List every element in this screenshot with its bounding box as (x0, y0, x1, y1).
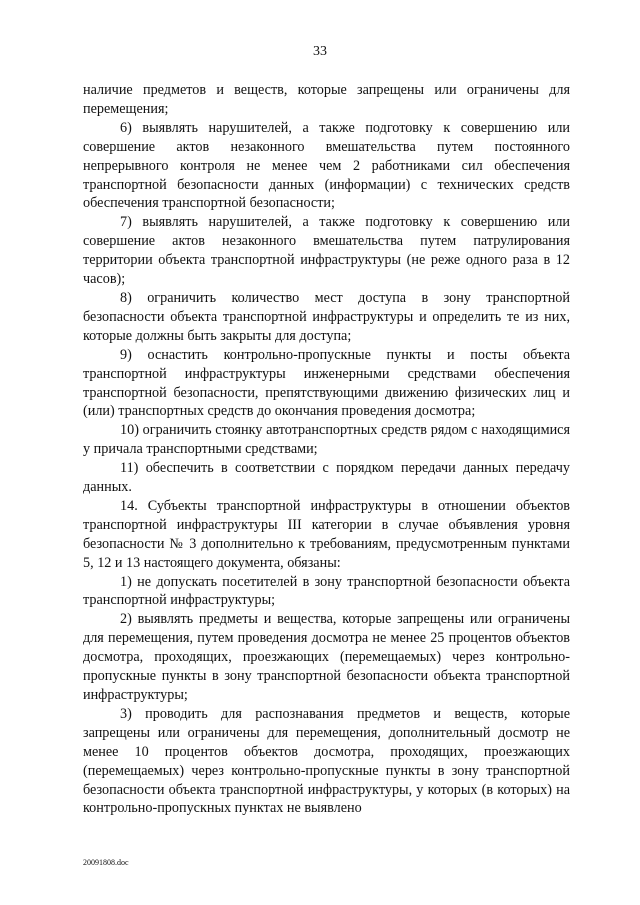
paragraph-item-7: 7) выявлять нарушителей, а также подготовку к совершению или совершение актов незаконного вмешательства путем патрулирования территории объекта транспортной инфраструктуры (не реже одного раза в 12 часов); (83, 214, 570, 288)
paragraph-item-3: 3) проводить для распознавания предметов и веществ, которые запрещены или ограничены для перемещения, дополнительный досмотр не менее 10 процентов объектов досмотра, проходящих, проезжающих (перемещаемых) через контрольно-пропускные пункты в зону транспортной безопасности объекта транспортной инфраструктуры, у которых (в которых) на контрольно-пропускных пунктах не выявлено (83, 705, 570, 817)
footer-filename: 20091808.doc (83, 858, 129, 867)
page-number: 33 (313, 44, 327, 59)
paragraph-item-10: 10) ограничить стоянку автотранспортных средств рядом с находящимися у причала транспортными средствами; (83, 422, 570, 458)
paragraph-continuation: наличие предметов и веществ, которые запрещены или ограничены для перемещения; (83, 82, 570, 117)
paragraph-item-11: 11) обеспечить в соответствии с порядком передачи данных передачу данных. (83, 460, 570, 496)
document-body (83, 81, 570, 818)
paragraph-section-14: 14. Субъекты транспортной инфраструктуры в отношении объектов транспортной инфраструктуры III категории в случае объявления уровня безопасности № 3 дополнительно к требованиям, предусмотренным пунктами 5, 12 и 13 настоящего документа, обязаны: (83, 497, 570, 571)
paragraph-item-8: 8) ограничить количество мест доступа в зону транспортной безопасности объекта транспортной инфраструктуры и определить те из них, которые должны быть закрыты для доступа; (83, 289, 570, 344)
paragraph-item-6: 6) выявлять нарушителей, а также подготовку к совершению или совершение актов незаконного вмешательства путем постоянного непрерывного контроля не менее чем 2 работниками сил обеспечения транспортной безопасности данных (информации) с технических средств обеспечения транспортной безопасности; (83, 119, 570, 212)
paragraph-item-9: 9) оснастить контрольно-пропускные пункты и посты объекта транспортной инфраструктуры инженерными средствами обеспечения транспортной безопасности, препятствующими движению физических лиц и (или) транспортных средств до окончания проведения досмотра; (83, 346, 570, 420)
paragraph-item-2: 2) выявлять предметы и вещества, которые запрещены или ограничены для перемещения, путем проведения досмотра не менее 25 процентов объектов досмотра, проходящих, проезжающих (перемещаемых) через контрольно-пропускные пункты в зону транспортной безопасности объекта транспортной инфраструктуры; (83, 611, 570, 703)
paragraph-item-1: 1) не допускать посетителей в зону транспортной безопасности объекта транспортной инфраструктуры; (83, 573, 570, 609)
